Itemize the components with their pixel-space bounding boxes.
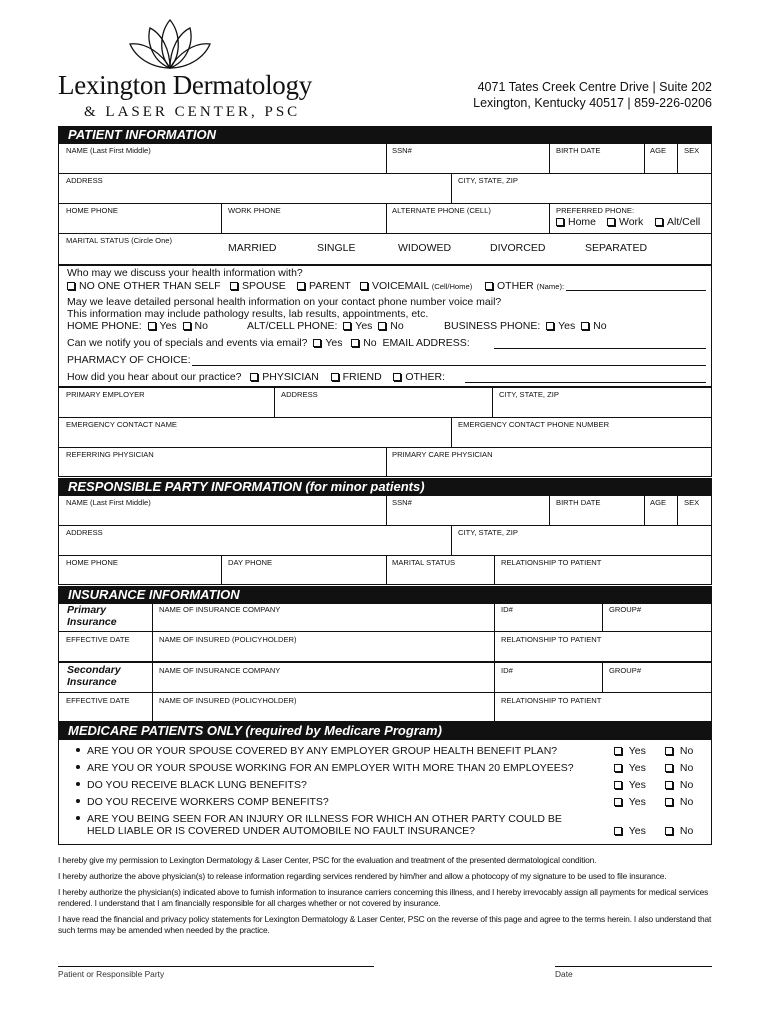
mq1-no[interactable]: No — [665, 745, 693, 757]
address-line-1: 4071 Tates Creek Centre Drive | Suite 202 — [477, 80, 712, 94]
pharmacy-line[interactable] — [192, 365, 706, 366]
emergency-phone-field[interactable]: EMERGENCY CONTACT PHONE NUMBER — [458, 420, 610, 429]
mq3-no[interactable]: No — [665, 779, 693, 791]
checkbox-icon[interactable] — [250, 373, 258, 381]
secondary-relationship-field[interactable]: RELATIONSHIP TO PATIENT — [501, 696, 602, 705]
option-no-one[interactable]: NO ONE OTHER THAN SELF — [67, 280, 221, 292]
secondary-insured-field[interactable]: NAME OF INSURED (POLICYHOLDER) — [159, 696, 297, 705]
rp-sex-field[interactable]: SEX — [684, 498, 700, 507]
date-line[interactable] — [555, 966, 712, 967]
checkbox-icon — [614, 798, 622, 806]
marital-status-label: MARITAL STATUS (Circle One) — [66, 236, 173, 245]
lotus-icon — [128, 14, 212, 72]
signature-line[interactable] — [58, 966, 374, 967]
patient-name-field[interactable]: NAME (Last First Middle) — [66, 146, 151, 155]
patient-city-field[interactable]: CITY, STATE, ZIP — [458, 176, 518, 185]
brand-subtitle: & LASER CENTER, PSC — [84, 104, 301, 120]
medicare-question-2: ARE YOU OR YOUR SPOUSE WORKING FOR AN EMPLOYER WITH MORE THAN 20 EMPLOYEES? — [76, 762, 574, 774]
patient-address-field[interactable]: ADDRESS — [66, 176, 103, 185]
bullet-icon — [76, 816, 80, 820]
checkbox-icon[interactable] — [581, 322, 589, 330]
pref-work-option[interactable]: Work — [607, 216, 643, 228]
consent-assignment: I hereby authorize the physician(s) indicated above to furnish information to insurance carriers concerning this illness, and I hereby irrevocably assign all payments for medical services rendered. I understand that I am financially responsible for all charges whether or not covered by insurance. — [58, 887, 709, 908]
mq5-yes[interactable]: Yes — [614, 825, 646, 837]
responsible-party-header: RESPONSIBLE PARTY INFORMATION (for minor patients) — [58, 478, 712, 495]
home-phone-vm: HOME PHONE: Yes No — [67, 320, 208, 332]
mq2-no[interactable]: No — [665, 762, 693, 774]
patient-home-phone-field[interactable]: HOME PHONE — [66, 206, 118, 215]
secondary-company-field[interactable]: NAME OF INSURANCE COMPANY — [159, 666, 281, 675]
mq2-yes[interactable]: Yes — [614, 762, 646, 774]
emergency-name-field[interactable]: EMERGENCY CONTACT NAME — [66, 420, 177, 429]
address-line-2: Lexington, Kentucky 40517 | 859-226-0206 — [473, 96, 712, 110]
checkbox-icon — [556, 218, 564, 226]
consent-release: I hereby authorize the above physician(s) to release information regarding services rendered by him/her and allow a photocopy of my signature to be used to file insurance. — [58, 871, 667, 881]
patient-alt-phone-field[interactable]: ALTERNATE PHONE (CELL) — [392, 206, 491, 215]
voicemail-note: This information may include pathology results, lab results, appointments, etc. — [67, 308, 429, 320]
checkbox-icon — [67, 282, 75, 290]
checkbox-icon — [297, 282, 305, 290]
checkbox-icon — [665, 747, 673, 755]
rp-age-field[interactable]: AGE — [650, 498, 667, 507]
checkbox-icon — [665, 827, 673, 835]
primary-group-field[interactable]: GROUP# — [609, 605, 642, 614]
primary-insurance-label: Primary Insurance — [67, 604, 117, 628]
discuss-question: Who may we discuss your health information with? — [67, 267, 303, 279]
checkbox-icon — [607, 218, 615, 226]
checkbox-icon — [665, 798, 673, 806]
secondary-insurance-label: Secondary Insurance — [67, 664, 121, 688]
rp-city-field[interactable]: CITY, STATE, ZIP — [458, 528, 518, 537]
consent-evaluation: I hereby give my permission to Lexington Dermatology & Laser Center, PSC for the evaluation and treatment of the presented dermatological condition. — [58, 855, 597, 865]
rp-home-phone-field[interactable]: HOME PHONE — [66, 558, 118, 567]
hear-about-question: How did you hear about our practice? PHYSICIAN FRIEND OTHER: — [67, 371, 446, 383]
secondary-group-field[interactable]: GROUP# — [609, 666, 642, 675]
checkbox-icon[interactable] — [148, 322, 156, 330]
checkbox-icon — [614, 764, 622, 772]
preferred-phone-label: PREFERRED PHONE: — [556, 206, 635, 215]
checkbox-icon — [360, 282, 368, 290]
rp-relationship-field[interactable]: RELATIONSHIP TO PATIENT — [501, 558, 602, 567]
mq3-yes[interactable]: Yes — [614, 779, 646, 791]
medicare-question-1: ARE YOU OR YOUR SPOUSE COVERED BY ANY EMPLOYER GROUP HEALTH BENEFIT PLAN? — [76, 745, 557, 757]
bullet-icon — [76, 765, 80, 769]
rp-address-field[interactable]: ADDRESS — [66, 528, 103, 537]
pharmacy-label: PHARMACY OF CHOICE: — [67, 354, 191, 366]
practice-logo — [58, 14, 312, 120]
pref-home-option[interactable]: Home — [556, 216, 596, 228]
mq5-no[interactable]: No — [665, 825, 693, 837]
patient-sex-field[interactable]: SEX — [684, 146, 700, 155]
rp-ssn-field[interactable]: SSN# — [392, 498, 412, 507]
employer-address-field[interactable]: ADDRESS — [281, 390, 318, 399]
checkbox-icon — [655, 218, 663, 226]
mq4-no[interactable]: No — [665, 796, 693, 808]
option-voicemail[interactable]: VOICEMAIL (Cell/Home) — [360, 280, 472, 292]
medicare-question-5: ARE YOU BEING SEEN FOR AN INJURY OR ILLNESS FOR WHICH AN OTHER PARTY COULD BE — [76, 813, 562, 825]
bullet-icon — [76, 799, 80, 803]
checkbox-icon[interactable] — [313, 339, 321, 347]
checkbox-icon[interactable] — [343, 322, 351, 330]
employer-city-field[interactable]: CITY, STATE, ZIP — [499, 390, 559, 399]
primary-employer-field[interactable]: PRIMARY EMPLOYER — [66, 390, 145, 399]
option-other[interactable]: OTHER (Name): — [485, 280, 564, 292]
voicemail-question: May we leave detailed personal health information on your contact phone number voice mail? — [67, 296, 502, 308]
insurance-header: INSURANCE INFORMATION — [58, 586, 712, 603]
rp-name-field[interactable]: NAME (Last First Middle) — [66, 498, 151, 507]
responsible-party-box — [58, 495, 712, 585]
checkbox-icon[interactable] — [331, 373, 339, 381]
signature-label: Patient or Responsible Party — [58, 969, 165, 979]
option-parent[interactable]: PARENT — [297, 280, 351, 292]
primary-care-field[interactable]: PRIMARY CARE PHYSICIAN — [392, 450, 493, 459]
referring-physician-field[interactable]: REFERRING PHYSICIAN — [66, 450, 154, 459]
checkbox-icon — [614, 827, 622, 835]
bullet-icon — [76, 748, 80, 752]
checkbox-icon — [614, 747, 622, 755]
checkbox-icon — [230, 282, 238, 290]
checkbox-icon[interactable] — [393, 373, 401, 381]
marital-single[interactable]: SINGLE — [317, 242, 356, 254]
patient-birth-date-field[interactable]: BIRTH DATE — [556, 146, 601, 155]
rp-birth-date-field[interactable]: BIRTH DATE — [556, 498, 601, 507]
patient-age-field[interactable]: AGE — [650, 146, 667, 155]
checkbox-icon[interactable] — [183, 322, 191, 330]
checkbox-icon[interactable] — [378, 322, 386, 330]
email-line[interactable] — [494, 348, 706, 349]
marital-married[interactable]: MARRIED — [228, 242, 277, 254]
email-question: Can we notify you of specials and events via email? Yes No EMAIL ADDRESS: — [67, 337, 470, 349]
marital-separated[interactable]: SEPARATED — [585, 242, 648, 254]
rp-day-phone-field[interactable]: DAY PHONE — [228, 558, 273, 567]
patient-info-header: PATIENT INFORMATION — [58, 126, 712, 143]
checkbox-icon — [485, 282, 493, 290]
checkbox-icon[interactable] — [546, 322, 554, 330]
patient-ssn-field[interactable]: SSN# — [392, 146, 412, 155]
pref-alt-cell-option[interactable]: Alt/Cell — [655, 216, 700, 228]
primary-relationship-field[interactable]: RELATIONSHIP TO PATIENT — [501, 635, 602, 644]
primary-insured-field[interactable]: NAME OF INSURED (POLICYHOLDER) — [159, 635, 297, 644]
primary-effective-date-field[interactable]: EFFECTIVE DATE — [66, 635, 130, 644]
checkbox-icon — [665, 764, 673, 772]
option-spouse[interactable]: SPOUSE — [230, 280, 286, 292]
date-label: Date — [555, 969, 573, 979]
business-phone-vm: BUSINESS PHONE: Yes No — [444, 320, 607, 332]
checkbox-icon — [665, 781, 673, 789]
medicare-question-4: DO YOU RECEIVE WORKERS COMP BENEFITS? — [76, 796, 329, 808]
employer-box — [58, 387, 712, 477]
medicare-question-3: DO YOU RECEIVE BLACK LUNG BENEFITS? — [76, 779, 307, 791]
other-name-line[interactable] — [566, 290, 706, 291]
alt-phone-vm: ALT/CELL PHONE: Yes No — [247, 320, 404, 332]
hear-other-line[interactable] — [465, 382, 706, 383]
bullet-icon — [76, 782, 80, 786]
mq4-yes[interactable]: Yes — [614, 796, 646, 808]
medicare-header: MEDICARE PATIENTS ONLY (required by Medicare Program) — [58, 722, 712, 739]
secondary-id-field[interactable]: ID# — [501, 666, 513, 675]
marital-widowed[interactable]: WIDOWED — [398, 242, 452, 254]
primary-id-field[interactable]: ID# — [501, 605, 513, 614]
mq1-yes[interactable]: Yes — [614, 745, 646, 757]
secondary-effective-date-field[interactable]: EFFECTIVE DATE — [66, 696, 130, 705]
primary-company-field[interactable]: NAME OF INSURANCE COMPANY — [159, 605, 281, 614]
medicare-question-5-cont: HELD LIABLE OR IS COVERED UNDER AUTOMOBILE NO FAULT INSURANCE? — [87, 825, 476, 837]
rp-marital-field[interactable]: MARITAL STATUS — [392, 558, 456, 567]
checkbox-icon — [614, 781, 622, 789]
patient-work-phone-field[interactable]: WORK PHONE — [228, 206, 281, 215]
consent-policy: I have read the financial and privacy policy statements for Lexington Dermatology & Laser Center, PSC on the reverse of this page and agree to the terms herein. I also understand that such terms may be amended when needed by the practice. — [58, 914, 712, 935]
checkbox-icon[interactable] — [351, 339, 359, 347]
brand-name: Lexington Dermatology — [58, 70, 312, 100]
marital-divorced[interactable]: DIVORCED — [490, 242, 546, 254]
